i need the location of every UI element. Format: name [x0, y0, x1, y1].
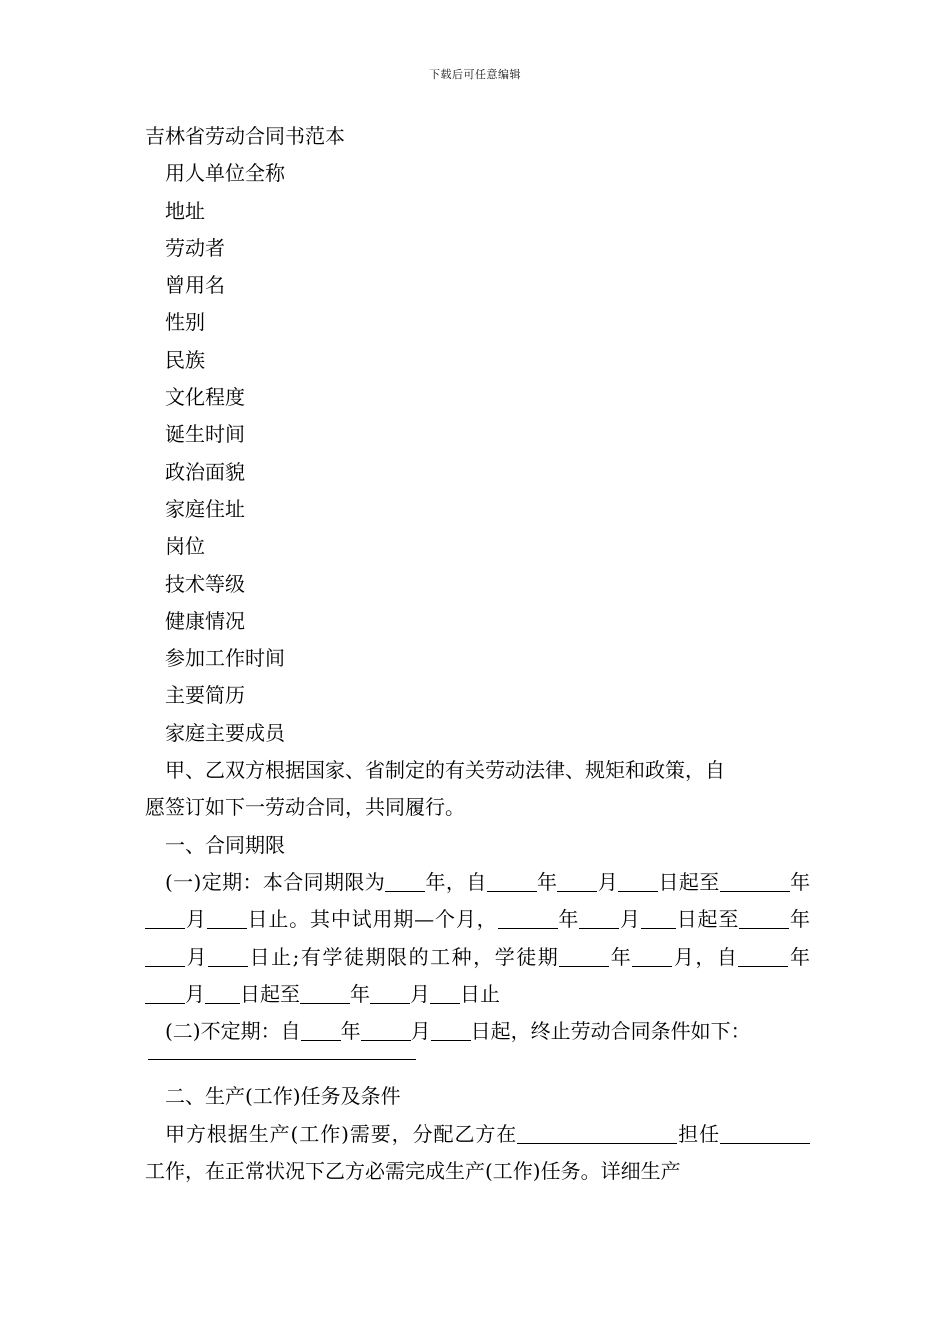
blank-line [579, 908, 619, 929]
clause-text: 日起，终止劳动合同条件如下： [470, 1019, 751, 1044]
blank-line [487, 871, 537, 892]
blank-line [205, 983, 240, 1004]
field-label-family: 家庭主要成员 [165, 720, 285, 745]
blank-line [431, 1020, 471, 1041]
section-heading-contract-term: 一、合同期限 [165, 832, 285, 857]
blank-line [361, 1020, 411, 1041]
clause-text: 月 [185, 944, 209, 969]
field-label-political-status: 政治面貌 [165, 459, 245, 484]
blank-line [739, 908, 789, 929]
clause-text: 年 [609, 944, 633, 969]
field-label-address: 地址 [165, 198, 205, 223]
field-label-employer-name: 用人单位全称 [165, 161, 285, 186]
indefinite-term-clause [145, 1013, 810, 1050]
blank-line [760, 1123, 810, 1144]
clause-text: 月 [597, 869, 619, 894]
blank-line [618, 871, 658, 892]
blank-line [207, 908, 247, 929]
termination-conditions-blank [148, 1058, 416, 1060]
field-label-birth-date: 诞生时间 [165, 422, 245, 447]
blank-line [632, 946, 672, 967]
field-label-former-name: 曾用名 [165, 273, 225, 298]
clause-text: 日止 [460, 981, 500, 1006]
document-title: 吉林省劳动合同书范本 [145, 124, 345, 148]
field-label-work-start: 参加工作时间 [165, 646, 285, 671]
clause-text: 年 [789, 907, 811, 932]
blank-line [145, 908, 185, 929]
blank-line [750, 871, 790, 892]
clause-text: 日止;有学徒期限的工种，学徒期 [248, 944, 560, 969]
field-label-worker: 劳动者 [165, 235, 225, 260]
clause-text: 年 [340, 1019, 361, 1044]
clause-text: 月 [410, 981, 430, 1006]
blank-line [430, 983, 460, 1004]
clause-text: 日止。其中试用期—个月， [246, 907, 498, 932]
blank-line [370, 983, 410, 1004]
blank-line [641, 908, 676, 929]
clause-text: 月 [619, 907, 641, 932]
blank-line [498, 908, 558, 929]
field-label-education: 文化程度 [165, 385, 245, 410]
clause-text: 年，自 [425, 869, 487, 894]
clause-text: 年 [350, 981, 370, 1006]
clause-text: 月，自 [672, 944, 739, 969]
clause-text: (一)定期：本合同期限为 [165, 869, 386, 894]
blank-line [145, 983, 185, 1004]
blank-line [559, 946, 609, 967]
clause-text: 年 [788, 944, 810, 969]
task-clause [145, 1116, 810, 1191]
blank-line [208, 946, 248, 967]
blank-line [738, 946, 788, 967]
blank-line [517, 1123, 677, 1144]
header-note: 下载后可任意编辑 [429, 68, 521, 81]
clause-text: 年 [557, 907, 580, 932]
clause-text: 月 [410, 1019, 431, 1044]
clause-text: (二)不定期：自 [165, 1019, 301, 1044]
clause-text: 年 [536, 869, 558, 894]
clause-text: 工作，在正常状况下乙方必需完成生产(工作)任务。详细生产 [145, 1159, 681, 1184]
intro-paragraph-line-2: 愿签订如下一劳动合同，共同履行。 [145, 795, 465, 820]
field-label-ethnicity: 民族 [165, 347, 205, 372]
field-label-health: 健康情况 [165, 608, 245, 633]
field-label-resume: 主要简历 [165, 683, 245, 708]
blank-line [557, 871, 597, 892]
clause-text: 月 [185, 907, 207, 932]
clause-text: 日起至 [675, 907, 740, 932]
blank-line [720, 1123, 760, 1144]
clause-text: 甲方根据生产(工作)需要，分配乙方在 [165, 1121, 518, 1146]
field-label-post: 岗位 [165, 534, 205, 559]
blank-line [301, 1020, 341, 1041]
field-label-gender: 性别 [165, 310, 205, 335]
clause-text: 日起至 [658, 869, 720, 894]
blank-line [300, 983, 350, 1004]
field-label-skill-level: 技术等级 [165, 571, 245, 596]
blank-line [145, 946, 185, 967]
fixed-term-clause [145, 864, 810, 1013]
document-body [145, 118, 810, 1190]
intro-paragraph-line-1: 甲、乙双方根据国家、省制定的有关劳动法律、规矩和政策，自 [165, 758, 725, 783]
clause-text: 年 [789, 869, 811, 894]
blank-line [720, 871, 750, 892]
clause-text: 月 [185, 981, 205, 1006]
blank-line [385, 871, 425, 892]
section-heading-tasks: 二、生产(工作)任务及条件 [165, 1084, 401, 1109]
clause-text: 担任 [677, 1121, 721, 1146]
clause-text: 日起至 [240, 981, 300, 1006]
field-label-home-address: 家庭住址 [165, 496, 245, 521]
